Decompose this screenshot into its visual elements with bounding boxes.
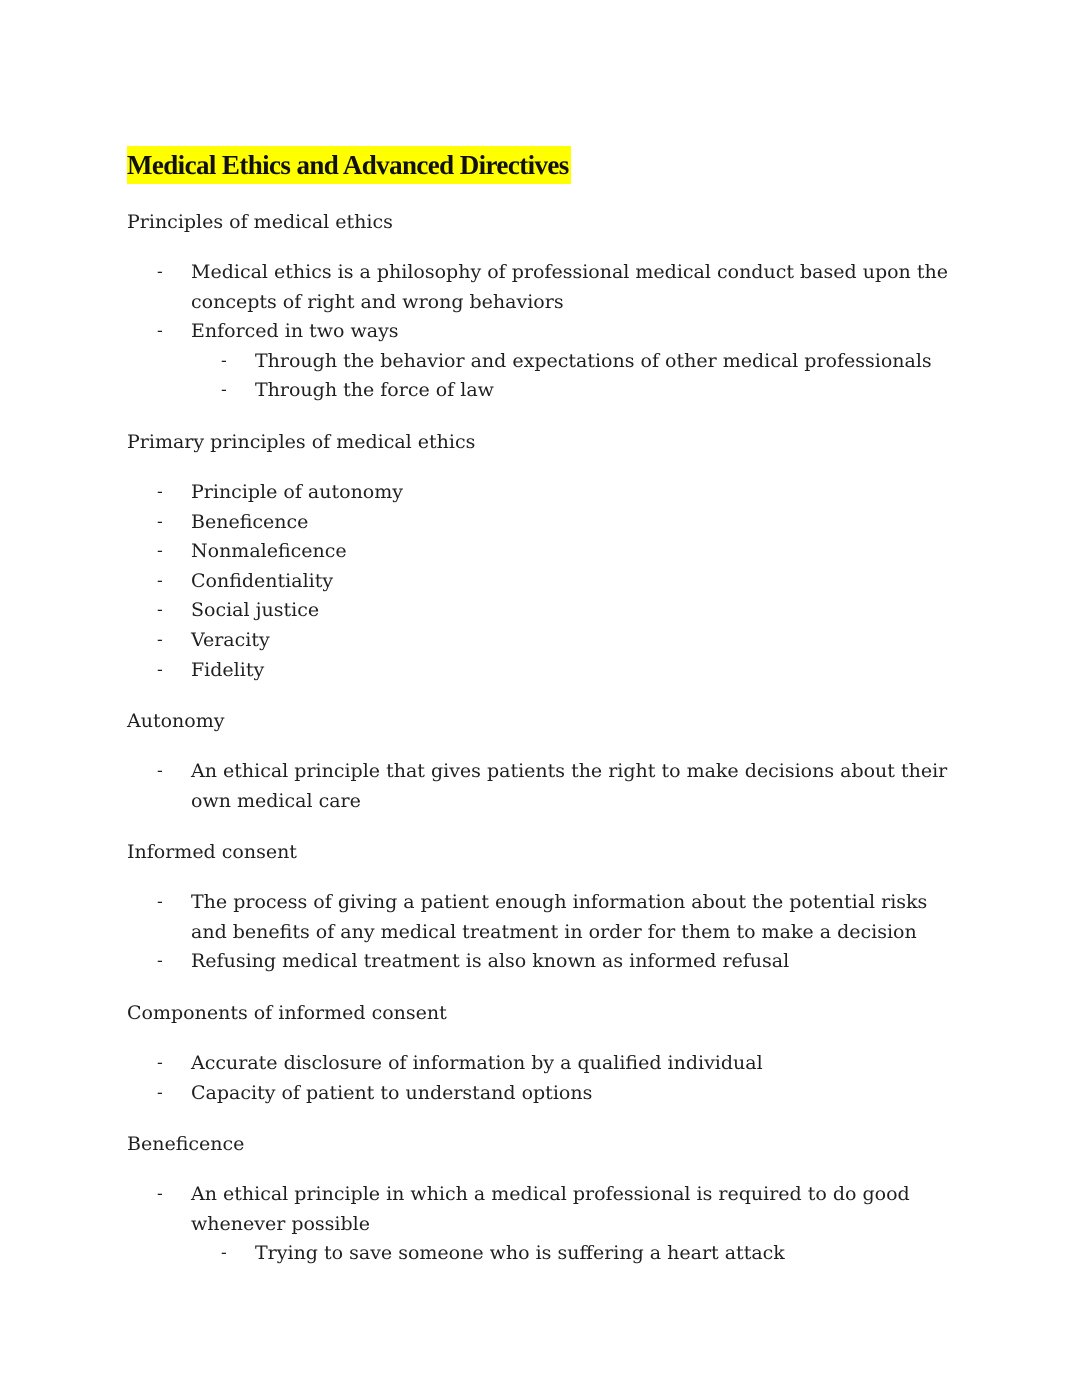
bullet-dash: -	[221, 380, 227, 401]
list-item	[127, 567, 967, 597]
list-item	[127, 317, 967, 406]
section-heading: Primary principles of medical ethics	[127, 431, 476, 453]
section	[127, 427, 967, 685]
bullet-dash: -	[157, 570, 163, 591]
bullet-dash: -	[157, 951, 163, 972]
list-item-text: Medical ethics is a philosophy of professional medical conduct based upon the concepts of right and wrong behaviors	[191, 261, 948, 313]
section-heading: Informed consent	[127, 841, 297, 863]
list-item-text: Enforced in two ways	[191, 320, 399, 343]
bullet-dash: -	[157, 629, 163, 650]
list-item	[127, 947, 967, 977]
list-item	[127, 478, 967, 508]
bullet-list	[127, 258, 967, 406]
sub-bullet-list	[191, 1239, 967, 1269]
sub-bullet-list	[191, 347, 967, 406]
sub-list-item-text: Through the force of law	[255, 379, 494, 402]
bullet-list	[127, 478, 967, 685]
list-item-text: Nonmaleficence	[191, 540, 347, 563]
list-item-text: Fidelity	[191, 658, 265, 681]
bullet-dash: -	[157, 761, 163, 781]
sub-list-item-text: Through the behavior and expectations of other medical professionals	[255, 349, 932, 372]
section	[127, 837, 967, 977]
sub-list-item	[191, 376, 967, 406]
list-item	[127, 626, 967, 656]
bullet-dash: -	[157, 482, 163, 502]
list-item-text: Beneficence	[191, 510, 309, 533]
list-item	[127, 537, 967, 567]
section	[127, 706, 967, 816]
bullet-dash: -	[157, 511, 163, 532]
list-item-text: An ethical principle in which a medical professional is required to do good whenever possible	[191, 1183, 910, 1235]
bullet-dash: -	[221, 1243, 227, 1264]
list-item	[127, 508, 967, 538]
list-item-text: Social justice	[191, 599, 320, 622]
list-item	[127, 1079, 967, 1109]
list-item-text: Refusing medical treatment is also known as informed refusal	[191, 950, 790, 973]
list-item	[127, 1180, 967, 1269]
title-wrap	[127, 146, 571, 184]
bullet-dash: -	[157, 321, 163, 342]
bullet-dash: -	[157, 541, 163, 562]
list-item-text: Principle of autonomy	[191, 481, 403, 503]
list-item	[127, 757, 967, 816]
section	[127, 998, 967, 1108]
list-item-text: Veracity	[191, 628, 270, 651]
bullet-list	[127, 1180, 967, 1269]
section-heading: Components of informed consent	[127, 1002, 447, 1024]
bullet-list	[127, 888, 967, 977]
bullet-dash: -	[157, 1082, 163, 1103]
sub-list-item	[191, 1239, 967, 1269]
list-item-text: The process of giving a patient enough information about the potential risks and benefits of any medical treatment in order for them to make a decision	[191, 891, 928, 943]
bullet-dash: -	[221, 350, 227, 371]
section	[127, 1129, 967, 1269]
document-title: Medical Ethics and Advanced Directives	[127, 146, 571, 184]
list-item-text: An ethical principle that gives patients the right to make decisions about their own medical care	[191, 760, 948, 812]
list-item-text: Accurate disclosure of information by a qualified individual	[191, 1052, 763, 1074]
bullet-list	[127, 1049, 967, 1108]
list-item	[127, 1049, 967, 1079]
bullet-dash: -	[157, 1053, 163, 1073]
bullet-list	[127, 757, 967, 816]
section-heading: Autonomy	[127, 710, 225, 732]
sub-list-item	[191, 347, 967, 377]
section	[127, 207, 967, 406]
list-item-text: Capacity of patient to understand options	[191, 1081, 593, 1104]
list-item	[127, 656, 967, 686]
bullet-dash: -	[157, 892, 163, 912]
bullet-dash: -	[157, 1184, 163, 1204]
list-item	[127, 888, 967, 947]
section-heading: Beneficence	[127, 1133, 245, 1155]
bullet-dash: -	[157, 600, 163, 621]
bullet-dash: -	[157, 659, 163, 680]
list-item	[127, 258, 967, 317]
section-heading: Principles of medical ethics	[127, 211, 393, 233]
bullet-dash: -	[157, 262, 163, 282]
list-item-text: Confidentiality	[191, 569, 334, 592]
list-item	[127, 596, 967, 626]
sub-list-item-text: Trying to save someone who is suffering a heart attack	[255, 1242, 785, 1265]
